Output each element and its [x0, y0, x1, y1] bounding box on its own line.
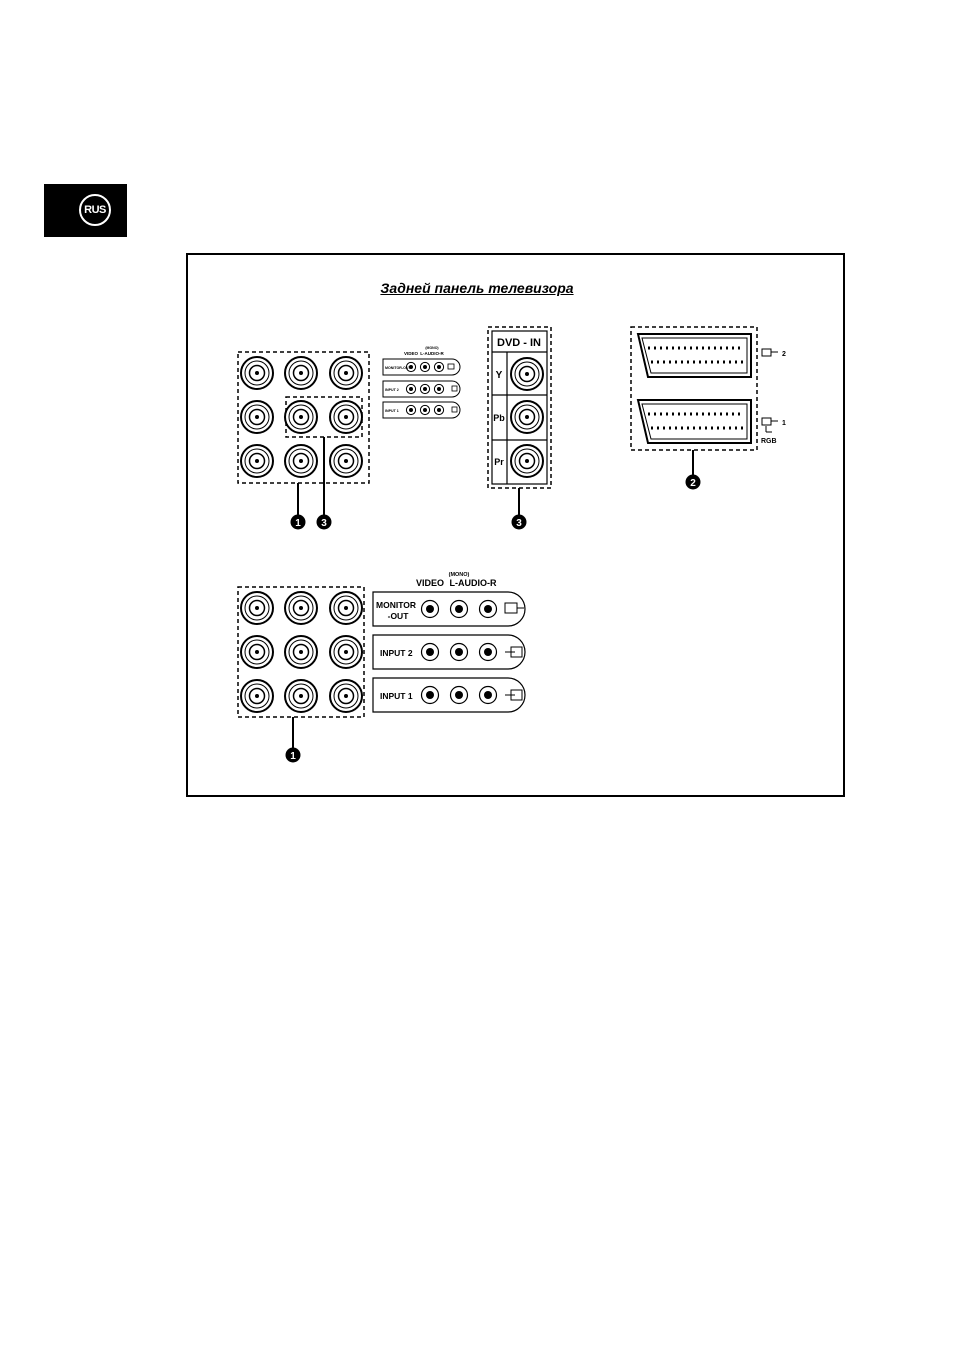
bottom-header-mono: (MONO) — [448, 572, 470, 578]
bottom-row-input2: INPUT 2 — [380, 648, 413, 658]
bottom-row-monitor-line2: -OUT — [387, 611, 409, 621]
top-callout-1: 1 — [295, 518, 301, 529]
dvd-callout: 3 — [516, 518, 522, 529]
dvd-in-panel — [488, 327, 551, 530]
top-rca-block — [238, 352, 369, 530]
scart-rgb: RGB — [761, 438, 777, 445]
small-row-input1: INPUT 1 — [385, 409, 399, 413]
bottom-header-audio: L-AUDIO-R — [449, 578, 497, 588]
dvd-label-pr: Pr — [494, 457, 504, 467]
small-header-audio: L-AUDIO-R — [420, 351, 444, 356]
bottom-rca-block — [238, 587, 364, 763]
scart-callout: 2 — [690, 478, 696, 489]
small-row-monitor: MONITOR-OUT — [385, 366, 411, 370]
small-header-video: VIDEO — [403, 351, 419, 356]
dvd-title: DVD - IN — [497, 337, 541, 349]
bottom-row-monitor-line1: MONITOR — [376, 600, 416, 610]
bottom-row-input1: INPUT 1 — [380, 691, 413, 701]
scart-label-1: 1 — [782, 420, 786, 427]
scart-label-2: 2 — [782, 351, 786, 358]
bottom-header-video: VIDEO — [415, 578, 445, 588]
figure-title: Задней панель телевизора — [380, 280, 574, 296]
language-badge: RUS — [79, 194, 111, 226]
small-row-input2: INPUT 2 — [385, 388, 399, 392]
dvd-label-pb: Pb — [493, 413, 505, 423]
scart-panel — [631, 327, 778, 490]
bottom-callout-1: 1 — [290, 751, 296, 762]
dvd-label-y: Y — [495, 370, 503, 381]
top-callout-3: 3 — [321, 518, 327, 529]
small-header-mono: (MONO) — [425, 346, 439, 350]
